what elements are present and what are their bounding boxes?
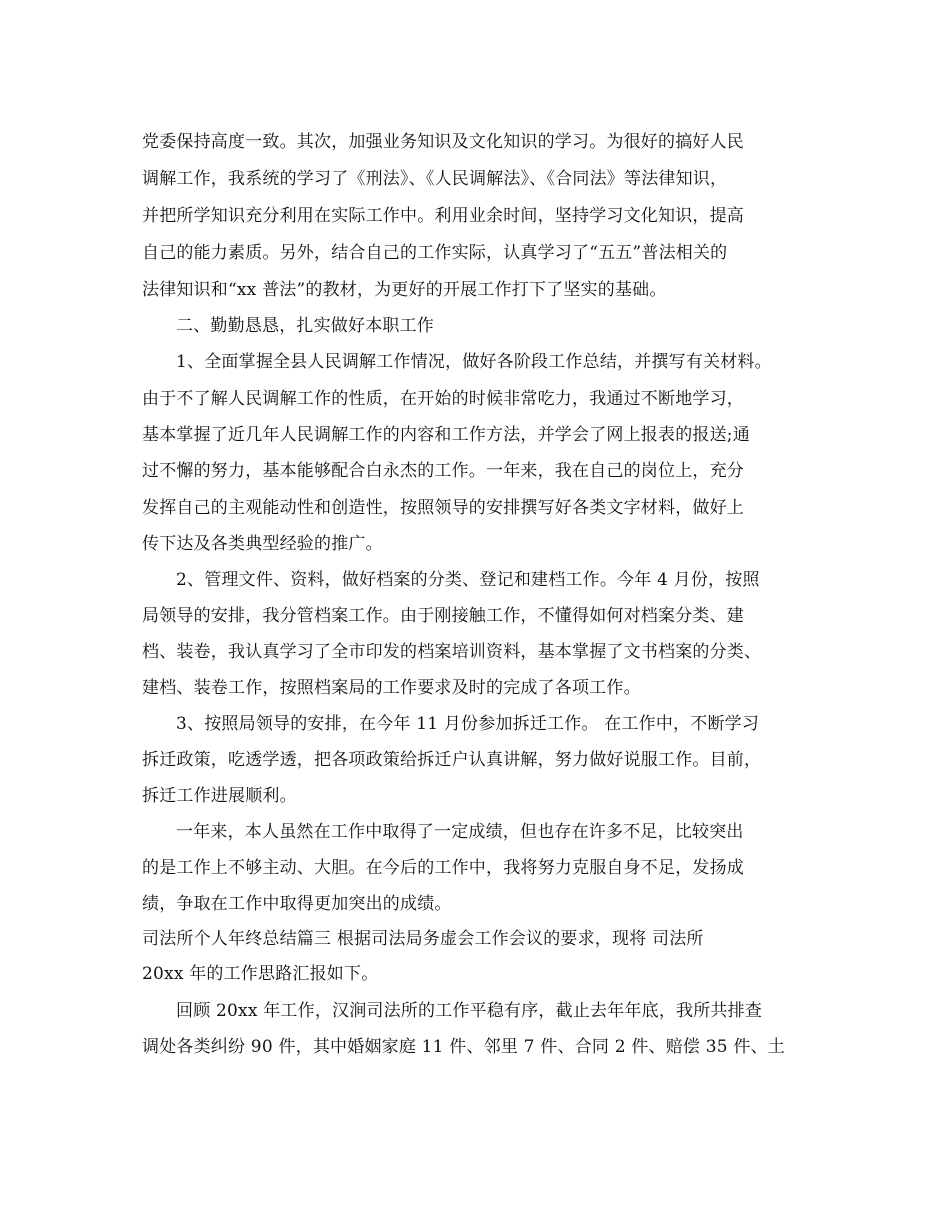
text-line: 建档、装卷工作，按照档案局的工作要求及时的完成了各项工作。 [142, 678, 641, 698]
text-line: 1、全面掌握全县人民调解工作情况，做好各阶段工作总结，并撰写有关材料。 [176, 352, 772, 372]
article-heading: 司法所个人年终总结篇三 根据司法局务虚会工作会议的要求，现将 司法所 [142, 929, 704, 949]
text-line: 基本掌握了近几年人民调解工作的内容和工作方法，并学会了网上报表的报送;通 [142, 425, 750, 445]
text-line: 回顾 20xx 年工作，汉涧司法所的工作平稳有序，截止去年年底，我所共排查 [176, 1001, 763, 1021]
text-line: 过不懈的努力，基本能够配合白永杰的工作。一年来，我在自己的岗位上，充分 [142, 461, 744, 481]
text-line: 调解工作，我系统的学习了《刑法》、《人民调解法》、《合同法》等法律知识， [142, 169, 728, 189]
text-line: 局领导的安排，我分管档案工作。由于刚接触工作，不懂得如何对档案分类、建 [142, 606, 744, 626]
text-line: 由于不了解人民调解工作的性质，在开始的时候非常吃力，我通过不断地学习， [142, 389, 744, 409]
text-line: 自己的能力素质。另外，结合自己的工作实际，认真学习了“五五”普法相关的 [142, 243, 728, 263]
text-line: 绩，争取在工作中取得更加突出的成绩。 [142, 894, 452, 914]
section-heading: 二、勤勤恳恳，扎实做好本职工作 [176, 316, 434, 336]
text-line: 一年来，本人虽然在工作中取得了一定成绩，但也存在许多不足，比较突出 [176, 822, 744, 842]
text-line: 党委保持高度一致。其次，加强业务知识及文化知识的学习。为很好的搞好人民 [142, 132, 744, 152]
text-line: 的是工作上不够主动、大胆。在今后的工作中，我将努力克服自身不足，发扬成 [142, 858, 744, 878]
text-line: 传下达及各类典型经验的推广。 [142, 534, 383, 554]
text-line: 发挥自己的主观能动性和创造性，按照领导的安排撰写好各类文字材料，做好上 [142, 498, 744, 518]
text-line: 法律知识和“xx 普法”的教材，为更好的开展工作打下了坚实的基础。 [142, 280, 667, 300]
text-line: 并把所学知识充分利用在实际工作中。利用业余时间，坚持学习文化知识，提高 [142, 206, 744, 226]
text-line: 档、装卷，我认真学习了全市印发的档案培训资料，基本掌握了文书档案的分类、 [142, 642, 762, 662]
text-line: 3、按照局领导的安排，在今年 11 月份参加拆迁工作。 在工作中，不断学习 [176, 714, 760, 734]
text-line: 调处各类纠纷 90 件，其中婚姻家庭 11 件、邻里 7 件、合同 2 件、赔偿 35 件、土 [142, 1037, 785, 1057]
text-line: 2、管理文件、资料，做好档案的分类、登记和建档工作。今年 4 月份，按照 [176, 570, 760, 590]
text-line: 20xx 年的工作思路汇报如下。 [142, 964, 379, 984]
text-line: 拆迁工作进展顺利。 [142, 786, 297, 806]
text-line: 拆迁政策，吃透学透，把各项政策给拆迁户认真讲解，努力做好说服工作。目前， [142, 750, 762, 770]
